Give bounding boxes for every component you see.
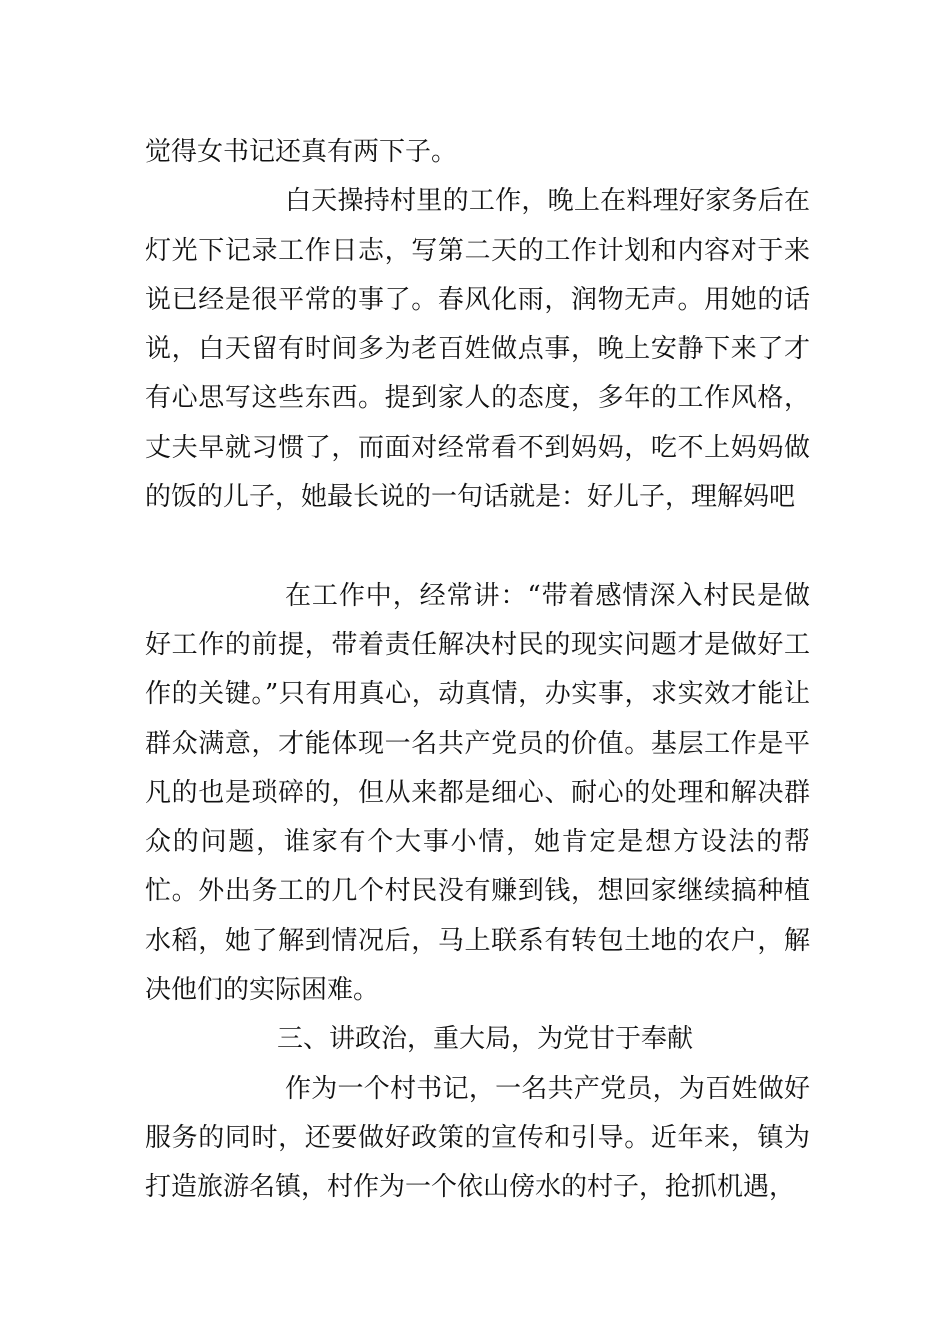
paragraph-daily-work: 白天操持村里的工作，晚上在料理好家务后在灯光下记录工作日志，写第二天的工作计划和内容对于来说已经是很平常的事了。春风化雨，润物无声。用她的话说，白天留有时间多为老百姓做点事，晚上安静下来了才有心思写这些东西。提到家人的态度，多年的工作风格，丈夫早就习惯了，而面对经常看不到妈妈，吃不上妈妈做的饭的儿子，她最长说的一句话就是：好儿子，理解妈吧 [145,186,810,513]
paragraph-continuation: 觉得女书记还真有两下子。 [145,137,458,167]
blank-line [145,522,810,571]
paragraph-working-method: 在工作中，经常讲：“带着感情深入村民是做好工作的前提，带着责任解决村民的现实问题才是做好工作的关键。”只有用真心，动真情，办实事，求实效才能让群众满意，才能体现一名共产党员的价值。基层工作是平凡的也是琐碎的，但从来都是细心、耐心的处理和解决群众的问题，谁家有个大事小情，她肯定是想方设法的帮忙。外出务工的几个村民没有赚到钱，想回家继续搞种植水稻，她了解到情况后，马上联系有转包土地的农户，解决他们的实际困难。 [145,580,810,1006]
paragraph-policy: 作为一个村书记，一名共产党员，为百姓做好服务的同时，还要做好政策的宣传和引导。近年来，镇为打造旅游名镇，村作为一个依山傍水的村子，抢抓机遇， [145,1073,810,1203]
section-heading: 三、讲政治，重大局，为党甘于奉献 [277,1024,694,1055]
document-body [145,128,810,1213]
